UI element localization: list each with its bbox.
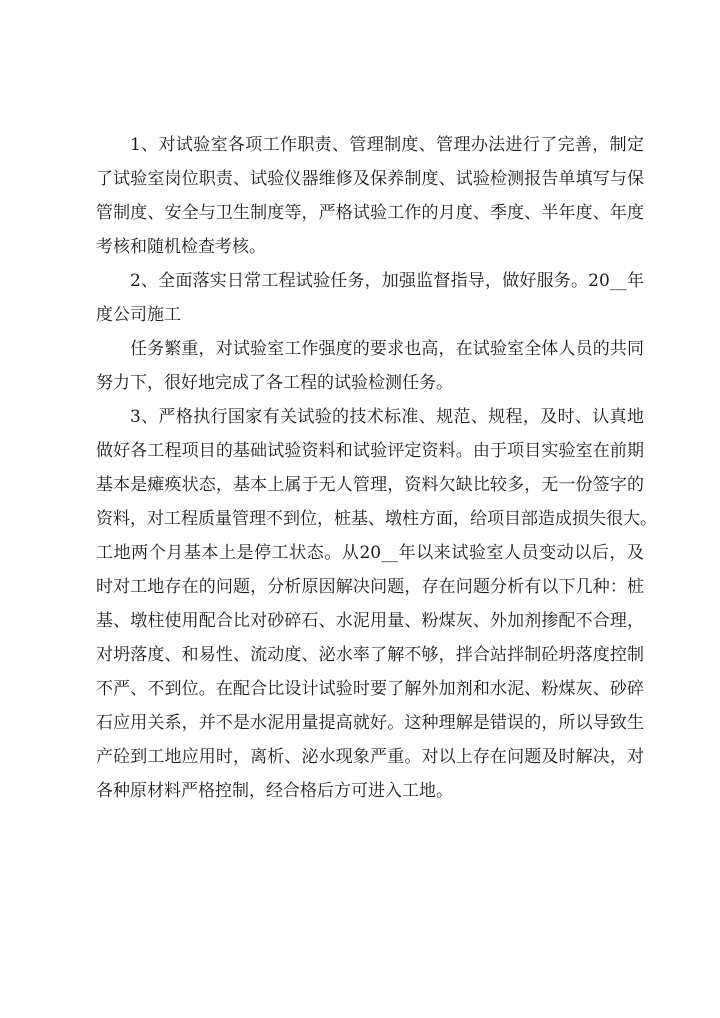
para-1-line-2: 了试验室岗位职责、试验仪器维修及保养制度、试验检测报告单填写与保 [96, 169, 644, 189]
para-1-line-3: 管制度、安全与卫生制度等，严格试验工作的月度、季度、半年度、年度 [96, 203, 644, 223]
para-3-line-2: 努力下，很好地完成了各工程的试验检测任务。 [96, 373, 453, 393]
para-4-line-4: 资料，对工程质量管理不到位，桩基、墩柱方面，给项目部造成损失很大。 [96, 509, 657, 529]
para-4-line-2: 做好各工程项目的基础试验资料和试验评定资料。由于项目实验室在前期 [96, 441, 644, 461]
para-1-line-1: 1、对试验室各项工作职责、管理制度、管理办法进行了完善，制定 [130, 135, 644, 155]
para-4-line-8: 对坍落度、和易性、流动度、泌水率了解不够，拌合站拌制砼坍落度控制 [96, 645, 644, 665]
para-4-line-7: 基、墩柱使用配合比对砂碎石、水泥用量、粉煤灰、外加剂掺配不合理， [96, 611, 644, 631]
para-4-line-3: 基本是瘫痪状态，基本上属于无人管理，资料欠缺比较多，无一份签字的 [96, 475, 644, 495]
para-4-line-6: 时对工地存在的问题，分析原因解决问题，存在问题分析有以下几种：桩 [96, 577, 644, 597]
para-4-line-11: 产砼到工地应用时，离析、泌水现象严重。对以上存在问题及时解决，对 [96, 747, 644, 767]
para-2-line-1: 2、全面落实日常工程试验任务，加强监督指导，做好服务。20__年 [130, 271, 644, 291]
para-2-line-2: 度公司施工 [96, 305, 181, 325]
para-3-line-1: 任务繁重，对试验室工作强度的要求也高，在试验室全体人员的共同 [130, 339, 644, 359]
para-4-line-12: 各种原材料严格控制，经合格后方可进入工地。 [96, 781, 453, 801]
para-4-line-9: 不严、不到位。在配合比设计试验时要了解外加剂和水泥、粉煤灰、砂碎 [96, 679, 644, 699]
para-1-line-4: 考核和随机检查考核。 [96, 237, 266, 257]
para-4-line-1: 3、严格执行国家有关试验的技术标准、规范、规程，及时、认真地 [130, 407, 644, 427]
para-4-line-5: 工地两个月基本上是停工状态。从20__年以来试验室人员变动以后，及 [96, 543, 644, 563]
para-4-line-10: 石应用关系，并不是水泥用量提高就好。这种理解是错误的，所以导致生 [96, 713, 644, 733]
